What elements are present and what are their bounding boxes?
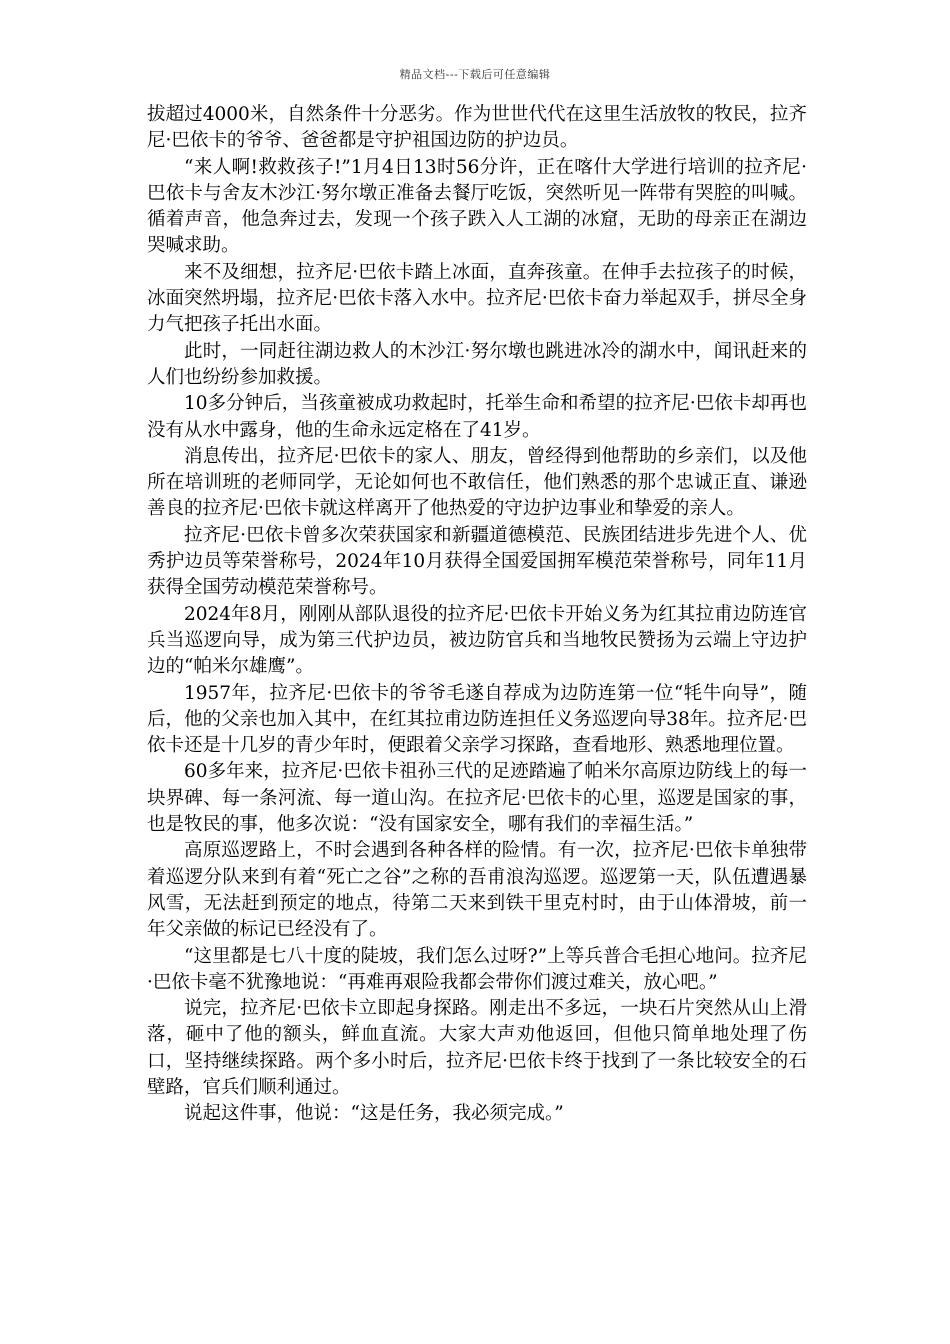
paragraph: “这里都是七八十度的陡坡，我们怎么过呀?”上等兵普合毛担心地问。拉齐尼·巴依卡毫不犹豫地说：“再难再艰险我都会带你们渡过难关，放心吧。” <box>147 945 807 993</box>
paragraph: 拔超过4000米，自然条件十分恶劣。作为世世代代在这里生活放牧的牧民，拉齐尼·巴依卡的爷爷、爸爸都是守护祖国边防的护边员。 <box>147 104 807 152</box>
paragraph: 消息传出，拉齐尼·巴依卡的家人、朋友，曾经得到他帮助的乡亲们，以及他所在培训班的老师同学，无论如何也不敢信任，他们熟悉的那个忠诚正直、谦逊善良的拉齐尼·巴依卡就这样离开了他热爱的守边护边事业和挚爱的亲人。 <box>147 445 807 520</box>
page-header: 精品文档---下载后可任意编辑 <box>399 68 551 81</box>
paragraph: 此时，一同赶往湖边救人的木沙江·努尔墩也跳进冰冷的湖水中，闻讯赶来的人们也纷纷参加救援。 <box>147 340 807 388</box>
paragraph: 说起这件事，他说：“这是任务，我必须完成。” <box>184 1103 564 1125</box>
paragraph: 拉齐尼·巴依卡曾多次荣获国家和新疆道德模范、民族团结进步先进个人、优秀护边员等荣誉称号，2024年10月获得全国爱国拥军模范荣誉称号，同年11月获得全国劳动模范荣誉称号。 <box>147 524 807 599</box>
paragraph: 1957年，拉齐尼·巴依卡的爷爷毛遂自荐成为边防连第一位“牦牛向导”，随后，他的父亲也加入其中，在红其拉甫边防连担任义务巡逻向导38年。拉齐尼·巴依卡还是十几岁的青少年时，便跟着父亲学习探路，查看地形、熟悉地理位置。 <box>147 682 807 757</box>
paragraph: 60多年来，拉齐尼·巴依卡祖孙三代的足迹踏遍了帕米尔高原边防线上的每一块界碑、每一条河流、每一道山沟。在拉齐尼·巴依卡的心里，巡逻是国家的事，也是牧民的事，他多次说：“没有国家安全，哪有我们的幸福生活。” <box>147 761 807 836</box>
paragraph: 2024年8月，刚刚从部队退役的拉齐尼·巴依卡开始义务为红其拉甫边防连官兵当巡逻向导，成为第三代护边员，被边防官兵和当地牧民赞扬为云端上守边护边的“帕米尔雄鹰”。 <box>147 603 807 678</box>
paragraph: “来人啊!救救孩子!”1月4日13时56分许，正在喀什大学进行培训的拉齐尼·巴依卡与舍友木沙江·努尔墩正准备去餐厅吃饭，突然听见一阵带有哭腔的叫喊。循着声音，他急奔过去，发现一个孩子跌入人工湖的冰窟，无助的母亲正在湖边哭喊求助。 <box>147 156 807 257</box>
article-body <box>147 102 807 1128</box>
paragraph: 说完，拉齐尼·巴依卡立即起身探路。刚走出不多远，一块石片突然从山上滑落，砸中了他的额头，鲜血直流。大家大声劝他返回，但他只简单地处理了伤口，坚持继续探路。两个多小时后，拉齐尼·巴依卡终于找到了一条比较安全的石壁路，官兵们顺利通过。 <box>147 998 807 1098</box>
paragraph: 10多分钟后，当孩童被成功救起时，托举生命和希望的拉齐尼·巴依卡却再也没有从水中露身，他的生命永远定格在了41岁。 <box>147 393 807 441</box>
paragraph: 来不及细想，拉齐尼·巴依卡踏上冰面，直奔孩童。在伸手去拉孩子的时候，冰面突然坍塌，拉齐尼·巴依卡落入水中。拉齐尼·巴依卡奋力举起双手，拼尽全身力气把孩子托出水面。 <box>147 261 807 336</box>
paragraph: 高原巡逻路上，不时会遇到各种各样的险情。有一次，拉齐尼·巴依卡单独带着巡逻分队来到有着“死亡之谷”之称的吾甫浪沟巡逻。巡逻第一天，队伍遭遇暴风雪，无法赶到预定的地点，待第二天来到铁干里克村时，由于山体滑坡，前一年父亲做的标记已经没有了。 <box>147 840 807 941</box>
